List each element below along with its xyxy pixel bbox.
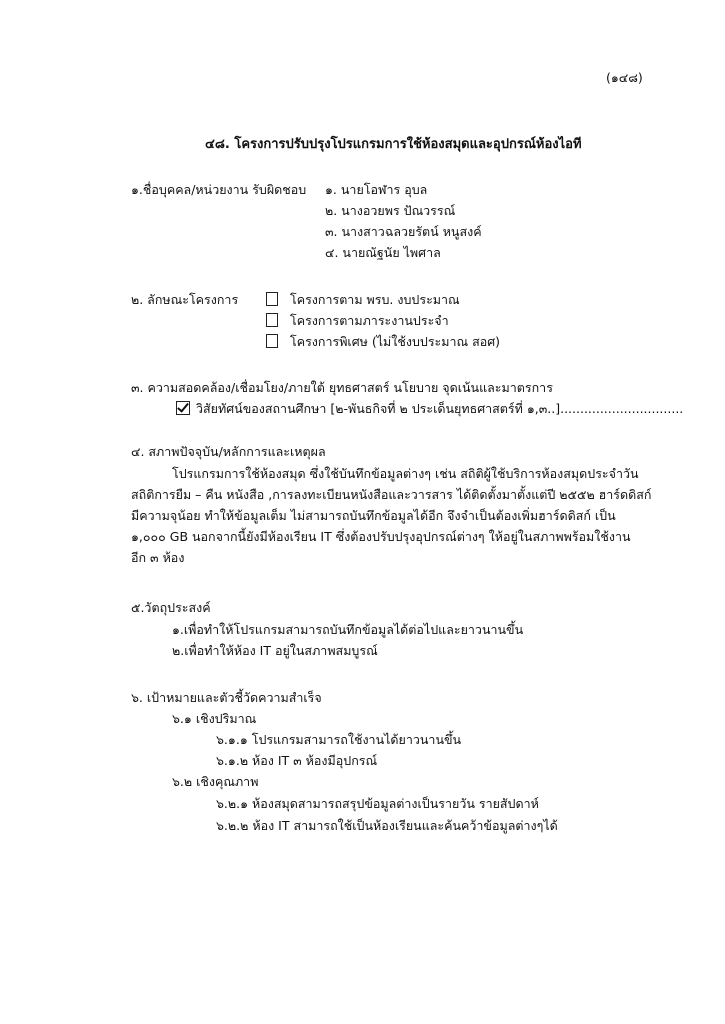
project-type-option [266, 334, 500, 350]
section2-label: ๒. ลักษณะโครงการ [131, 292, 239, 307]
project-type-label: โครงการตามภาระงานประจำ [290, 313, 449, 328]
objective-item: ๑.เพื่อทำให้โปรแกรมสามารถบันทึกข้อมูลได้ต่อไปและยาวนานขึ้น [172, 622, 524, 637]
alignment-text: วิสัยทัศน์ของสถานศึกษา [๒-พันธกิจที่ ๒ ประเด็นยุทธศาสตร์ที่ ๑,๓..]............................... [196, 401, 684, 416]
responsible-person: ๑. นายโอฬาร อุบล [325, 182, 428, 197]
rationale-line: สถิติการยืม – คืน หนังสือ ,การลงทะเบียนหนังสือและวารสาร ได้ติดตั้งมาตั้งแต่ปี ๒๕๕๒ ฮาร์ดดิสก์ [131, 487, 652, 502]
quality-item: ๖.๒.๑ ห้องสมุดสามารถสรุปข้อมูลต่างเป็นรายวัน รายสัปดาห์ [216, 796, 539, 811]
rationale-line: ๑,๐๐๐ GB นอกจากนี้ยังมีห้องเรียน IT ซึ่งต้องปรับปรุงอุปกรณ์ต่างๆ ให้อยู่ในสภาพพร้อมใช้งาน [131, 529, 631, 544]
responsible-person: ๓. นางสาวฉลวยรัตน์ หนูสงค์ [325, 224, 482, 239]
rationale-line: โปรแกรมการใช้ห้องสมุด ซึ่งใช้บันทึกข้อมูลต่างๆ เช่น สถิติผู้ใช้บริการห้องสมุดประจำวัน [172, 466, 639, 481]
project-type-option [266, 292, 460, 308]
responsible-person: ๔. นายณัฐนัย ไพศาล [325, 245, 441, 260]
alignment-item [176, 401, 683, 417]
section1-label: ๑.ชื่อบุคคล/หน่วยงาน รับผิดชอบ [131, 182, 307, 197]
section3-label: ๓. ความสอดคล้อง/เชื่อมโยง/ภายใต้ ยุทธศาสตร์ นโยบาย จุดเน้นและมาตรการ [131, 380, 553, 395]
checkbox-unchecked[interactable] [266, 292, 278, 306]
rationale-line: มีความจุน้อย ทำให้ข้อมูลเต็ม ไม่สามารถบันทึกข้อมูลได้อีก จึงจำเป็นต้องเพิ่มฮาร์ดดิสก์ เป็น [131, 508, 616, 523]
quantity-item: ๖.๑.๒ ห้อง IT ๓ ห้องมีอุปกรณ์ [216, 753, 378, 768]
checkbox-unchecked[interactable] [266, 334, 278, 348]
quantity-label: ๖.๑ เชิงปริมาณ [172, 711, 257, 726]
section5-label: ๕.วัตถุประสงค์ [131, 600, 211, 615]
rationale-line: อีก ๓ ห้อง [131, 550, 185, 565]
project-type-label: โครงการตาม พรบ. งบประมาณ [290, 292, 460, 307]
quality-label: ๖.๒ เชิงคุณภาพ [172, 774, 259, 789]
quantity-item: ๖.๑.๑ โปรแกรมสามารถใช้งานได้ยาวนานขึ้น [216, 732, 462, 747]
section4-label: ๔. สภาพปัจจุบัน/หลักการและเหตุผล [131, 444, 326, 459]
project-type-label: โครงการพิเศษ (ไม่ใช้งบประมาณ สอศ) [290, 334, 501, 349]
page-title: ๔๘. โครงการปรับปรุงโปรแกรมการใช้ห้องสมุดและอุปกรณ์ห้องไอที [205, 137, 582, 152]
section6-label: ๖. เป้าหมายและตัวชี้วัดความสำเร็จ [131, 690, 322, 705]
quality-item: ๖.๒.๒ ห้อง IT สามารถใช้เป็นห้องเรียนและค้นคว้าข้อมูลต่างๆได้ [216, 818, 558, 833]
checkbox-checked[interactable] [176, 401, 190, 415]
checkbox-unchecked[interactable] [266, 313, 278, 327]
responsible-person: ๒. นางอวยพร ปัณวรรณ์ [325, 203, 456, 218]
objective-item: ๒.เพื่อทำให้ห้อง IT อยู่ในสภาพสมบูรณ์ [172, 643, 378, 658]
project-type-option [266, 313, 449, 329]
page-number: (๑๔๘) [606, 70, 643, 85]
